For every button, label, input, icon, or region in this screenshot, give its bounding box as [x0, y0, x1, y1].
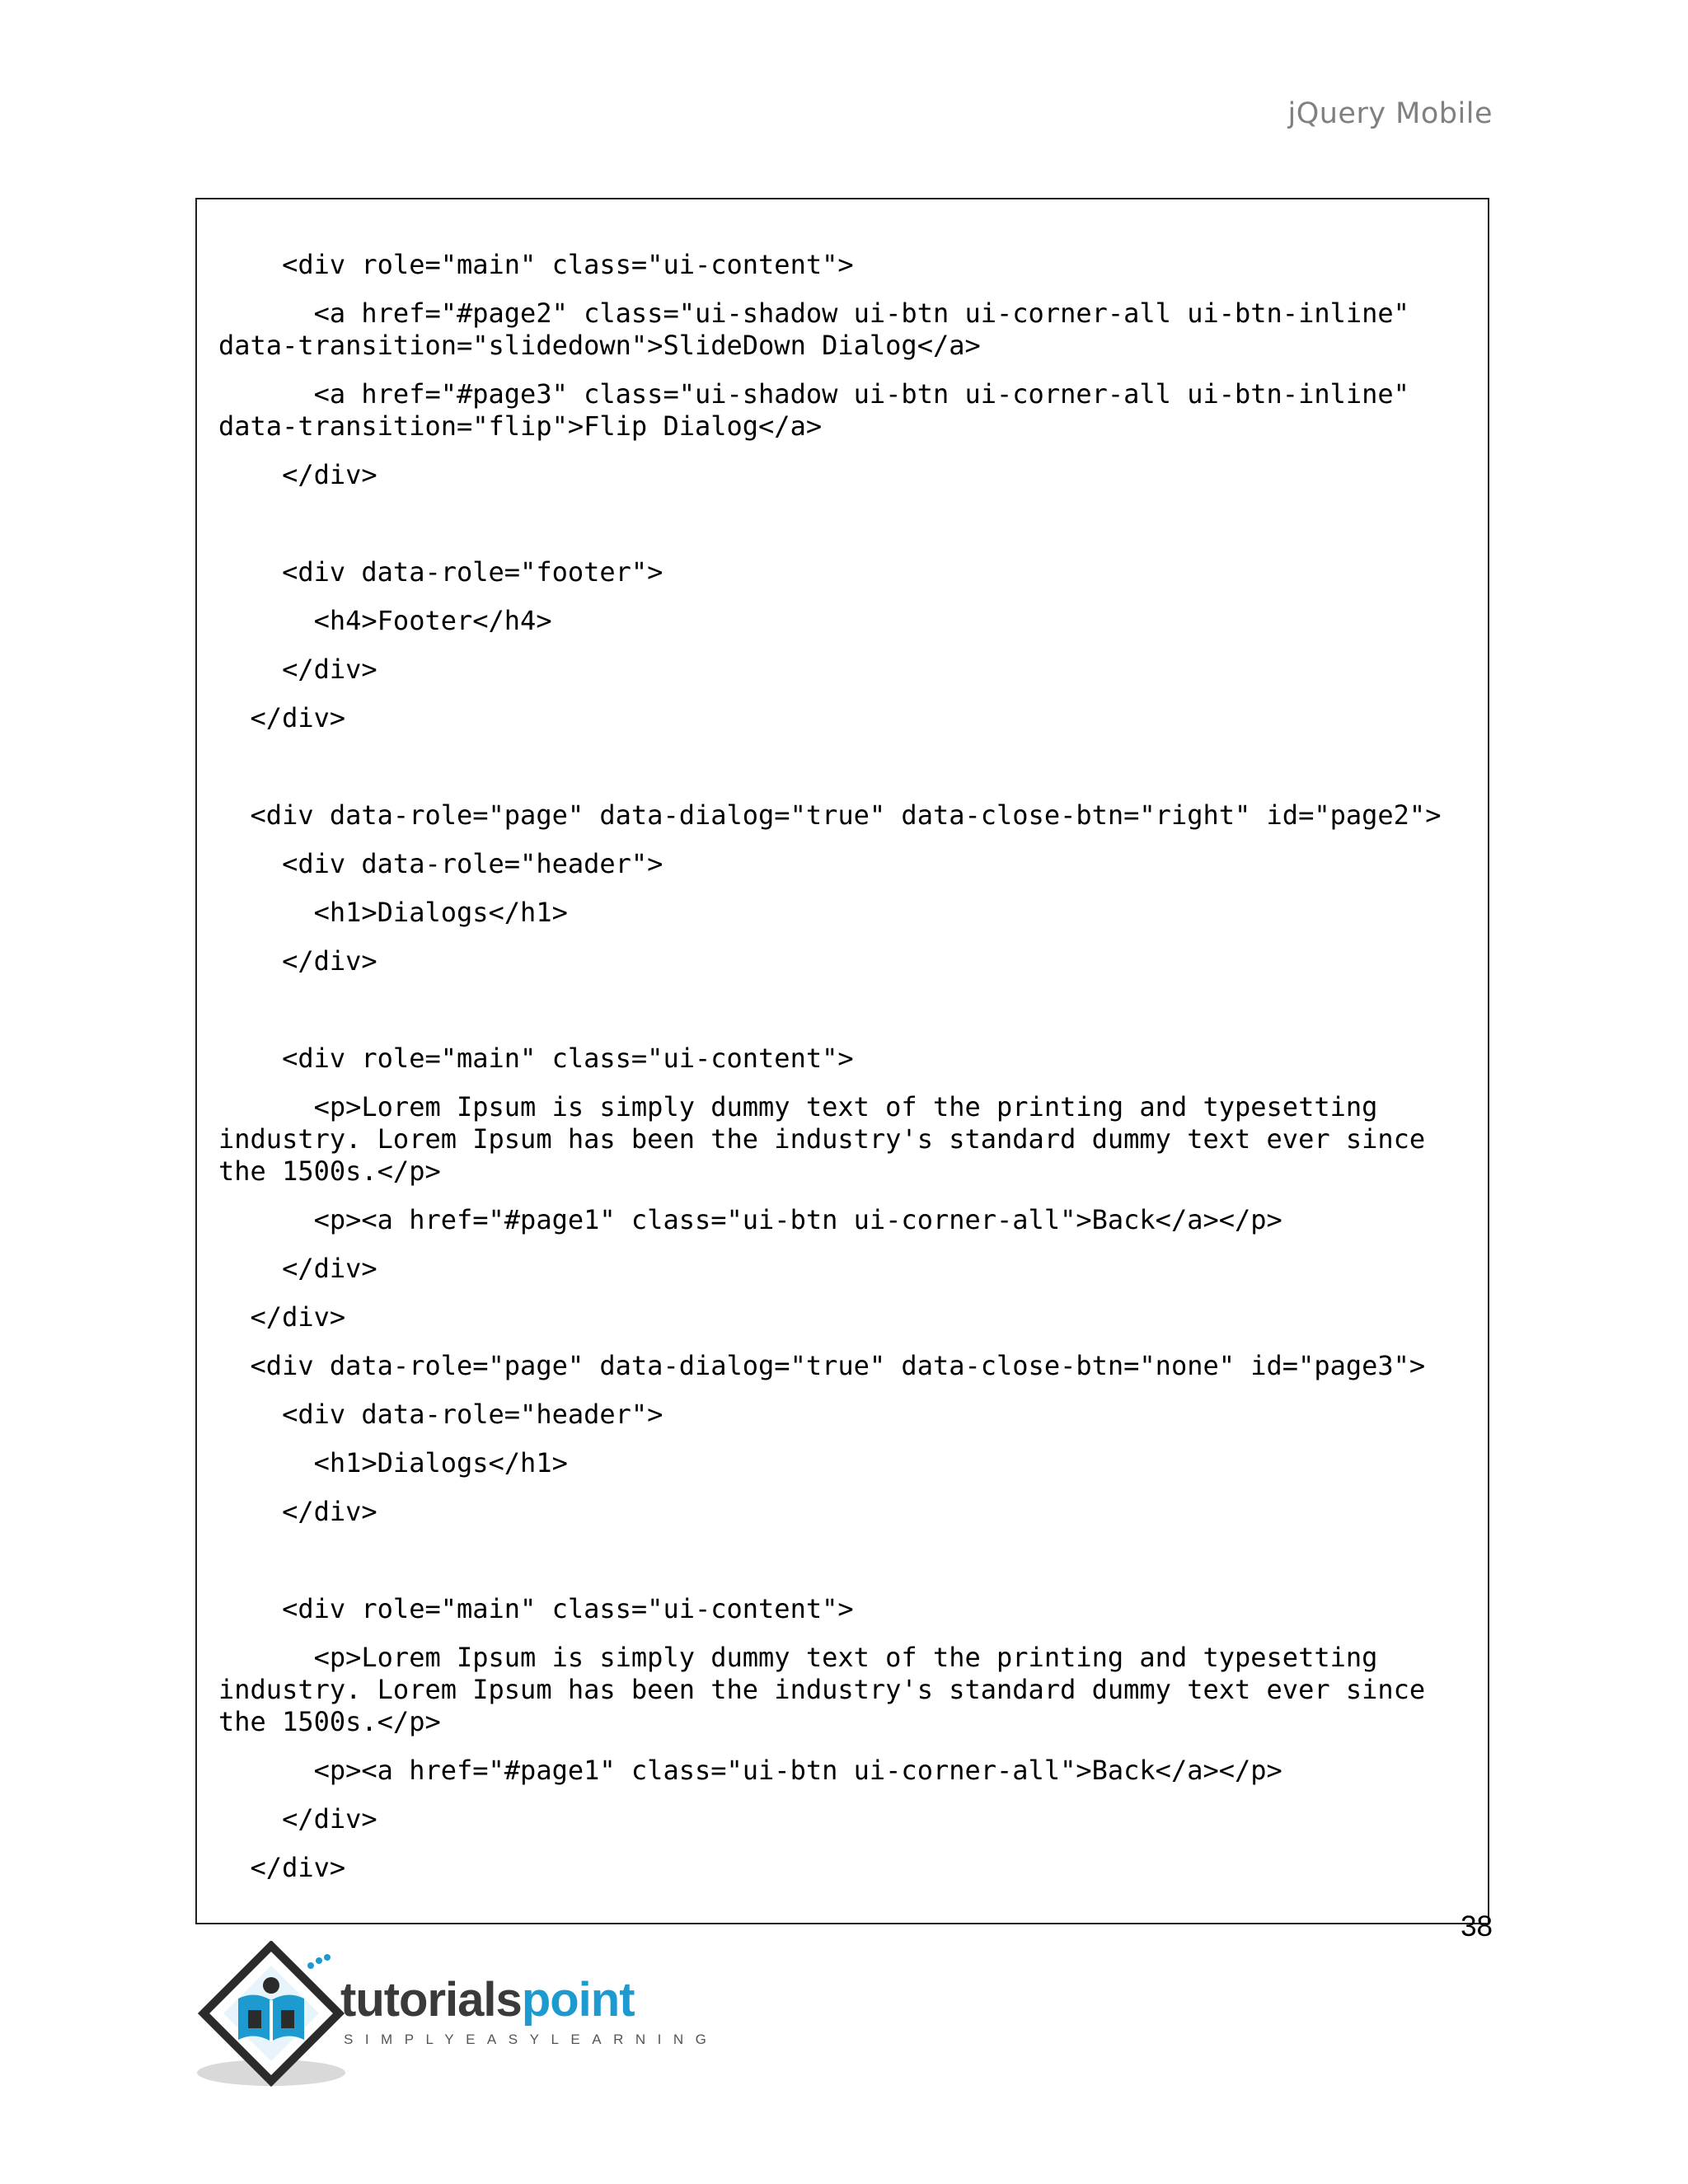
code-line: </div> — [218, 1852, 346, 1883]
code-line-blank — [218, 508, 1466, 540]
code-line: <h1>Dialogs</h1> — [218, 897, 568, 928]
logo-diamond-icon — [195, 1941, 360, 2093]
logo-word-point: point — [521, 1973, 635, 2027]
tutorialspoint-logo — [195, 1941, 719, 2093]
code-line: <div data-role="header"> — [218, 1399, 663, 1430]
code-line-blank — [218, 751, 1466, 783]
code-line: <div data-role="page" data-dialog="true" data-close-btn="right" id="page2"> — [218, 799, 1442, 831]
logo-wordmark — [340, 1975, 635, 2025]
code-line: <div role="main" class="ui-content"> — [218, 249, 854, 280]
code-line: <div data-role="footer"> — [218, 556, 663, 588]
code-line: <h1>Dialogs</h1> — [218, 1447, 568, 1479]
code-line: <p>Lorem Ipsum is simply dummy text of the printing and typesetting industry. Lorem Ipsum has been the industry's standard dummy text ever since the 1500s.</p> — [218, 1091, 1442, 1187]
code-line: <p>Lorem Ipsum is simply dummy text of the printing and typesetting industry. Lorem Ipsum has been the industry's standard dummy text ever since the 1500s.</p> — [218, 1642, 1442, 1737]
logo-tagline: SIMPLYEASYLEARNING — [344, 2032, 719, 2047]
code-line: <p><a href="#page1" class="ui-btn ui-corner-all">Back</a></p> — [218, 1204, 1282, 1235]
code-line: </div> — [218, 1301, 346, 1333]
code-line: <a href="#page2" class="ui-shadow ui-btn ui-corner-all ui-btn-inline" data-transition="slidedown">SlideDown Dialog</a> — [218, 298, 1426, 361]
code-line: <div data-role="header"> — [218, 848, 663, 879]
logo-word-tutorials: tutorials — [340, 1973, 522, 2027]
code-line: <div role="main" class="ui-content"> — [218, 1593, 854, 1624]
code-line: </div> — [218, 945, 377, 977]
page-number: 38 — [1461, 1910, 1493, 1943]
code-line: </div> — [218, 1253, 377, 1284]
code-line: </div> — [218, 1496, 377, 1527]
code-line: </div> — [218, 654, 377, 685]
code-line: </div> — [218, 1803, 377, 1835]
code-line-blank — [218, 994, 1466, 1026]
code-line-blank — [218, 1544, 1466, 1577]
code-line: <div data-role="page" data-dialog="true" data-close-btn="none" id="page3"> — [218, 1350, 1426, 1381]
running-header-title: jQuery Mobile — [1287, 97, 1493, 130]
code-listing — [195, 198, 1489, 1924]
code-line: </div> — [218, 702, 346, 733]
code-line: </div> — [218, 459, 377, 490]
code-line: <a href="#page3" class="ui-shadow ui-btn ui-corner-all ui-btn-inline" data-transition="flip">Flip Dialog</a> — [218, 378, 1426, 442]
code-line: <h4>Footer</h4> — [218, 605, 552, 636]
code-line: <div role="main" class="ui-content"> — [218, 1043, 854, 1074]
code-line: <p><a href="#page1" class="ui-btn ui-corner-all">Back</a></p> — [218, 1755, 1282, 1786]
